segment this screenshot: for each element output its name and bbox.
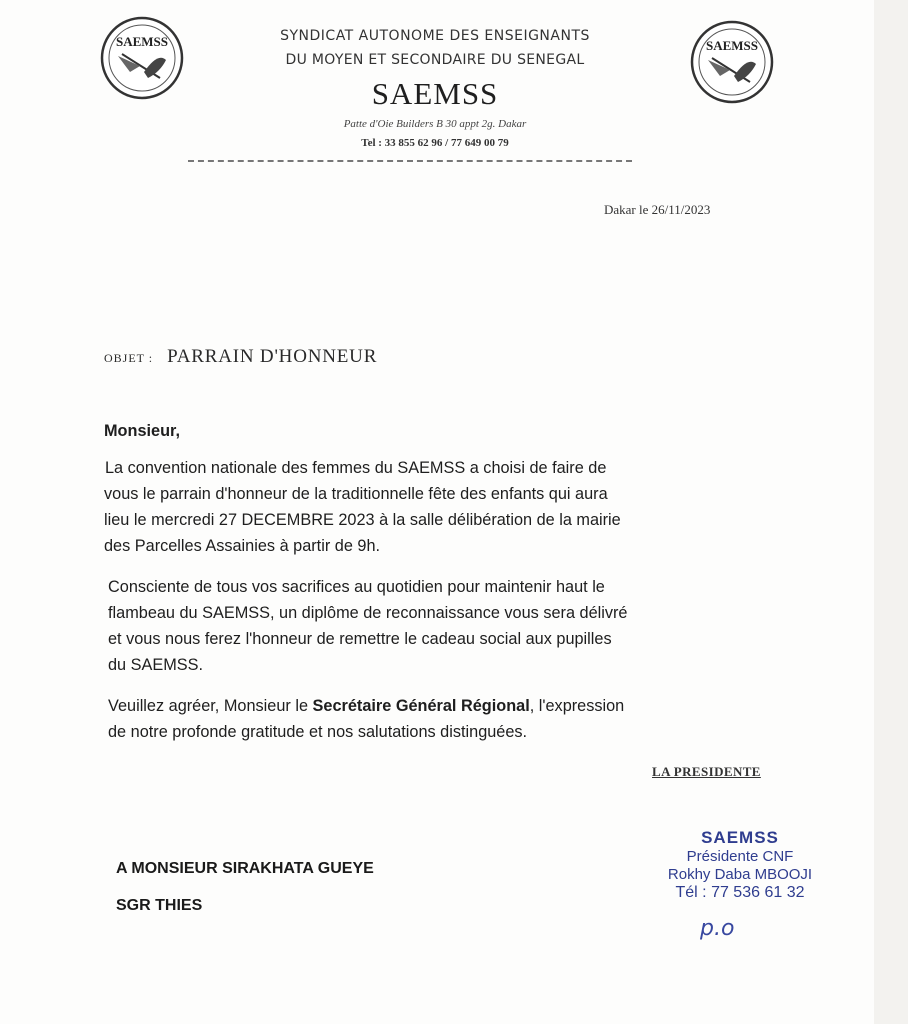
stamp-name: Rokhy Daba MBOOJI xyxy=(667,866,813,883)
header-org-line1: SYNDICAT AUTONOME DES ENSEIGNANTS xyxy=(280,28,590,44)
stamp-org: SAEMSS xyxy=(701,828,779,847)
paragraph2-line: flambeau du SAEMSS, un diplôme de reconnaissance vous sera délivré xyxy=(108,604,628,622)
closing-line2: de notre profonde gratitude et nos salutations distinguées. xyxy=(108,723,528,741)
header-divider xyxy=(188,160,632,162)
closing-line1 xyxy=(108,697,624,716)
paragraph1-line: lieu le mercredi 27 DECEMBRE 2023 à la salle délibération de la mairie xyxy=(104,511,621,529)
paragraph1-line: des Parcelles Assainies à partir de 9h. xyxy=(104,537,381,555)
header-telephone: Tel : 33 855 62 96 / 77 649 00 79 xyxy=(361,137,509,149)
paragraph2-line: du SAEMSS. xyxy=(108,656,204,674)
svg-text:SAEMSS: SAEMSS xyxy=(115,34,169,49)
paragraph1-line: La convention nationale des femmes du SAEMSS a choisi de faire de xyxy=(105,459,607,477)
handwritten-po: p.o xyxy=(700,916,735,941)
closing-prefix: Veuillez agréer, Monsieur le xyxy=(108,697,313,715)
closing-suffix: , l'expression xyxy=(529,697,625,715)
saemss-logo-left xyxy=(100,16,184,100)
addressee-title: SGR THIES xyxy=(116,897,203,914)
paragraph2-line: Consciente de tous vos sacrifices au quotidien pour maintenir haut le xyxy=(108,578,605,596)
letter-date: Dakar le 26/11/2023 xyxy=(604,202,711,217)
signatory: LA PRESIDENTE xyxy=(652,764,761,779)
object-label: OBJET : xyxy=(104,351,154,365)
header-address: Patte d'Oie Builders B 30 appt 2g. Dakar xyxy=(343,118,527,130)
addressee-name: A MONSIEUR SIRAKHATA GUEYE xyxy=(116,860,374,877)
paragraph1-line: vous le parrain d'honneur de la traditionnelle fête des enfants qui aura xyxy=(104,485,608,503)
stamp-telephone: Tél : 77 536 61 32 xyxy=(675,884,805,901)
stamp-role: Présidente CNF xyxy=(686,848,794,865)
saemss-logo-right xyxy=(690,20,774,104)
closing-highlight: Secrétaire Général Régional xyxy=(312,697,530,715)
svg-text:SAEMSS: SAEMSS xyxy=(705,38,759,53)
salutation: Monsieur, xyxy=(104,422,180,440)
header-acronym: SAEMSS xyxy=(371,76,499,111)
object-title: PARRAIN D'HONNEUR xyxy=(167,346,378,367)
object-line xyxy=(104,346,377,368)
paragraph2-line: et vous nous ferez l'honneur de remettre le cadeau social aux pupilles xyxy=(108,630,612,648)
header-org-line2: DU MOYEN ET SECONDAIRE DU SENEGAL xyxy=(285,52,585,68)
page-edge xyxy=(874,0,908,1024)
